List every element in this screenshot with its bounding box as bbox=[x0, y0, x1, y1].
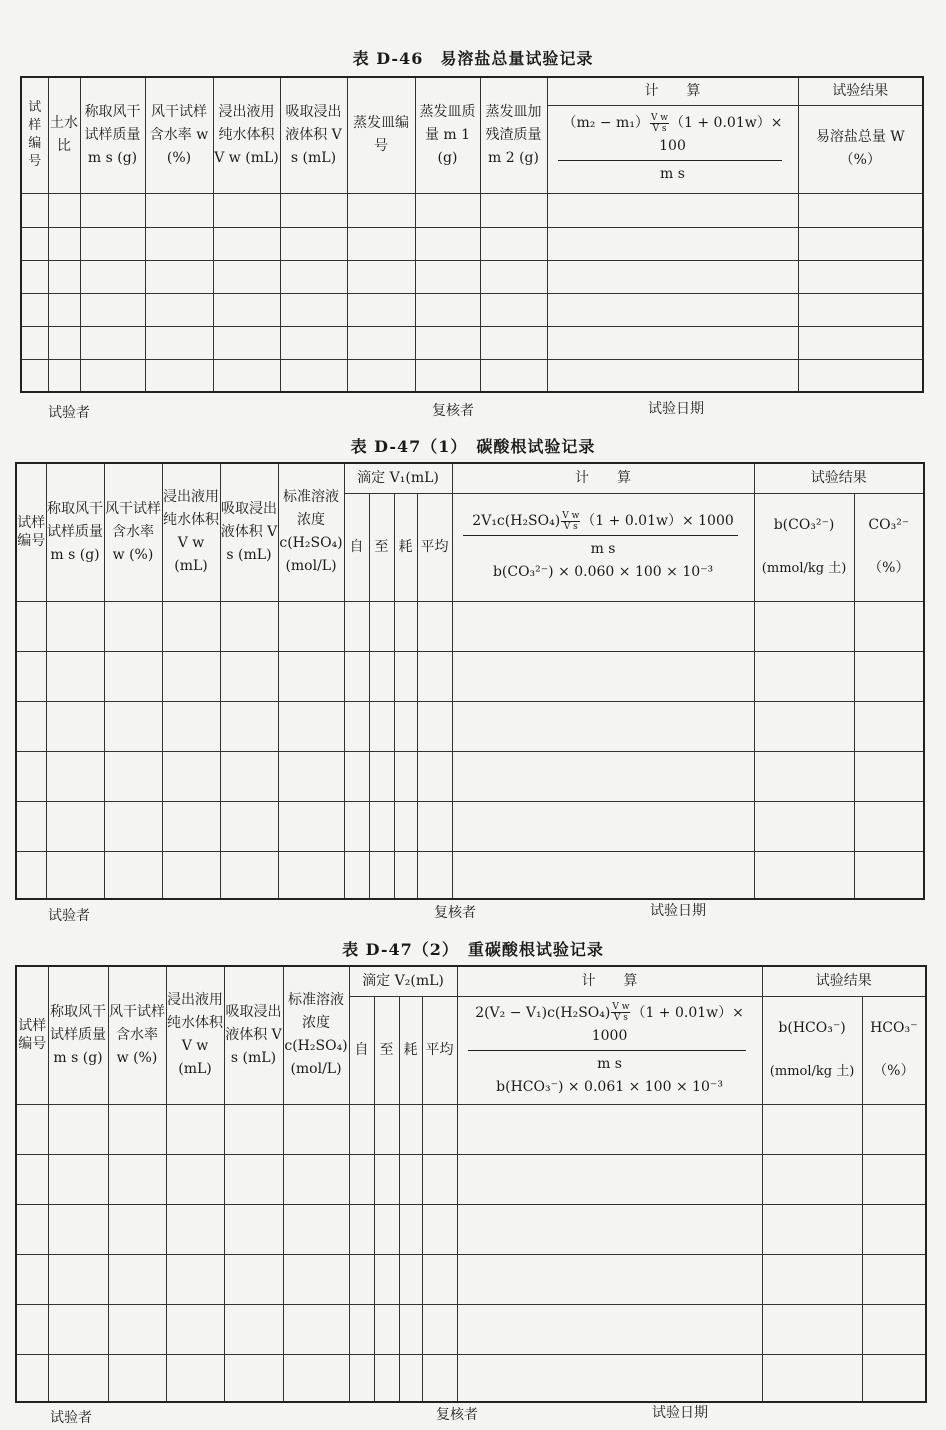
header-result: 试验结果 bbox=[798, 77, 923, 105]
header-water-volume: 浸出液用纯水体积 V w (mL) bbox=[213, 77, 280, 193]
header-extract-volume: 吸取浸出液体积 V s (mL) bbox=[220, 463, 278, 601]
header-titration-to: 至 bbox=[374, 996, 399, 1104]
table-row bbox=[16, 1204, 926, 1254]
header-sample-mass: 称取风干试样质量 m s (g) bbox=[48, 966, 108, 1104]
result-total-salt: 易溶盐总量 W （%） bbox=[798, 105, 923, 193]
header-titration-used: 耗 bbox=[399, 996, 422, 1104]
table-row bbox=[21, 293, 923, 326]
header-extract-volume: 吸取浸出液体积 V s (mL) bbox=[224, 966, 283, 1104]
header-water-volume: 浸出液用纯水体积 V w (mL) bbox=[162, 463, 220, 601]
header-titration-avg: 平均 bbox=[422, 996, 457, 1104]
table-d47-1 bbox=[15, 462, 925, 900]
header-moisture: 风干试样含水率 w (%) bbox=[108, 966, 166, 1104]
table-row bbox=[16, 751, 924, 801]
header-extract-volume: 吸取浸出液体积 V s (mL) bbox=[280, 77, 347, 193]
table-row bbox=[21, 326, 923, 359]
footer-checker: 复核者 bbox=[436, 1407, 478, 1423]
header-acid-concentration: 标准溶液浓度 c(H₂SO₄) (mol/L) bbox=[278, 463, 344, 601]
footer-checker: 复核者 bbox=[432, 403, 474, 419]
footer-date: 试验日期 bbox=[650, 903, 706, 919]
header-water-volume: 浸出液用纯水体积 V w (mL) bbox=[166, 966, 224, 1104]
table-d47-2 bbox=[15, 965, 927, 1403]
header-calculation: 计 算 bbox=[452, 463, 754, 493]
table-d47-1-title: 表 D-47（1） 碳酸根试验记录 bbox=[350, 437, 596, 456]
table-row bbox=[16, 1354, 926, 1402]
header-calculation: 计 算 bbox=[457, 966, 762, 996]
footer-date: 试验日期 bbox=[652, 1405, 708, 1421]
header-sample-id: 试样编号 bbox=[16, 463, 46, 601]
formula-total-salt: （m₂ − m₁） $\frac{\text{V w}}{\text{V s}}$ （1 + 0.01w）× 100 m s bbox=[547, 105, 798, 193]
header-titration-from: 自 bbox=[349, 996, 374, 1104]
formula-bicarbonate: 2(V₂ − V₁)c(H₂SO₄) $\frac{\text{V w}}{\text{V s}}$ （1 + 0.01w）× 1000 m s b(HCO₃⁻) × 0.061 × 100 × 10⁻³ bbox=[457, 996, 762, 1104]
header-soil-water-ratio: 土水比 bbox=[48, 77, 80, 193]
result-bicarbonate-percent: HCO₃⁻ （%） bbox=[862, 996, 926, 1104]
table-d46-title: 表 D-46 易溶盐总量试验记录 bbox=[352, 49, 594, 68]
result-bicarbonate-mmol: b(HCO₃⁻) (mmol/kg 土) bbox=[762, 996, 862, 1104]
result-carbonate-percent: CO₃²⁻ （%） bbox=[854, 493, 924, 601]
header-titration-used: 耗 bbox=[394, 493, 417, 601]
header-titration: 滴定 V₁(mL) bbox=[344, 463, 452, 493]
table-row bbox=[16, 1154, 926, 1204]
table-row bbox=[16, 1254, 926, 1304]
header-sample-mass: 称取风干试样质量 m s (g) bbox=[46, 463, 104, 601]
table-row bbox=[16, 851, 924, 899]
table-d46 bbox=[20, 76, 924, 393]
table-row bbox=[21, 260, 923, 293]
table-row bbox=[16, 1104, 926, 1154]
header-calculation: 计 算 bbox=[547, 77, 798, 105]
table-row bbox=[16, 701, 924, 751]
table-row bbox=[16, 601, 924, 651]
table-row bbox=[21, 359, 923, 392]
header-titration-to: 至 bbox=[369, 493, 394, 601]
table-row bbox=[16, 1304, 926, 1354]
table-row bbox=[16, 801, 924, 851]
table-row bbox=[21, 227, 923, 260]
header-sample-id: 试样编号 bbox=[16, 966, 48, 1104]
table-row bbox=[21, 193, 923, 227]
header-dish-number: 蒸发皿编 号 bbox=[347, 77, 415, 193]
header-sample-id: 试样编号 bbox=[21, 77, 48, 193]
header-moisture: 风干试样含水率 w (%) bbox=[104, 463, 162, 601]
table-row bbox=[16, 651, 924, 701]
header-titration-avg: 平均 bbox=[417, 493, 452, 601]
header-sample-mass: 称取风干试样质量 m s (g) bbox=[80, 77, 145, 193]
header-result: 试验结果 bbox=[762, 966, 926, 996]
footer-checker: 复核者 bbox=[434, 905, 476, 921]
header-dish-mass: 蒸发皿质量 m 1 (g) bbox=[415, 77, 480, 193]
header-titration: 滴定 V₂(mL) bbox=[349, 966, 457, 996]
table-d47-2-title: 表 D-47（2） 重碳酸根试验记录 bbox=[342, 940, 604, 959]
formula-carbonate: 2V₁c(H₂SO₄) $\frac{\text{V w}}{\text{V s}}$ （1 + 0.01w）× 1000 m s b(CO₃²⁻) × 0.060 × 100 × 10⁻³ bbox=[452, 493, 754, 601]
header-moisture: 风干试样含水率 w (%) bbox=[145, 77, 213, 193]
header-result: 试验结果 bbox=[754, 463, 924, 493]
header-acid-concentration: 标准溶液浓度 c(H₂SO₄) (mol/L) bbox=[283, 966, 349, 1104]
footer-tester: 试验者 bbox=[50, 1410, 92, 1426]
footer-tester: 试验者 bbox=[48, 405, 90, 421]
footer-date: 试验日期 bbox=[648, 401, 704, 417]
result-carbonate-mmol: b(CO₃²⁻) (mmol/kg 土) bbox=[754, 493, 854, 601]
header-titration-from: 自 bbox=[344, 493, 369, 601]
header-dish-residue-mass: 蒸发皿加残渣质量 m 2 (g) bbox=[480, 77, 547, 193]
footer-tester: 试验者 bbox=[48, 908, 90, 924]
